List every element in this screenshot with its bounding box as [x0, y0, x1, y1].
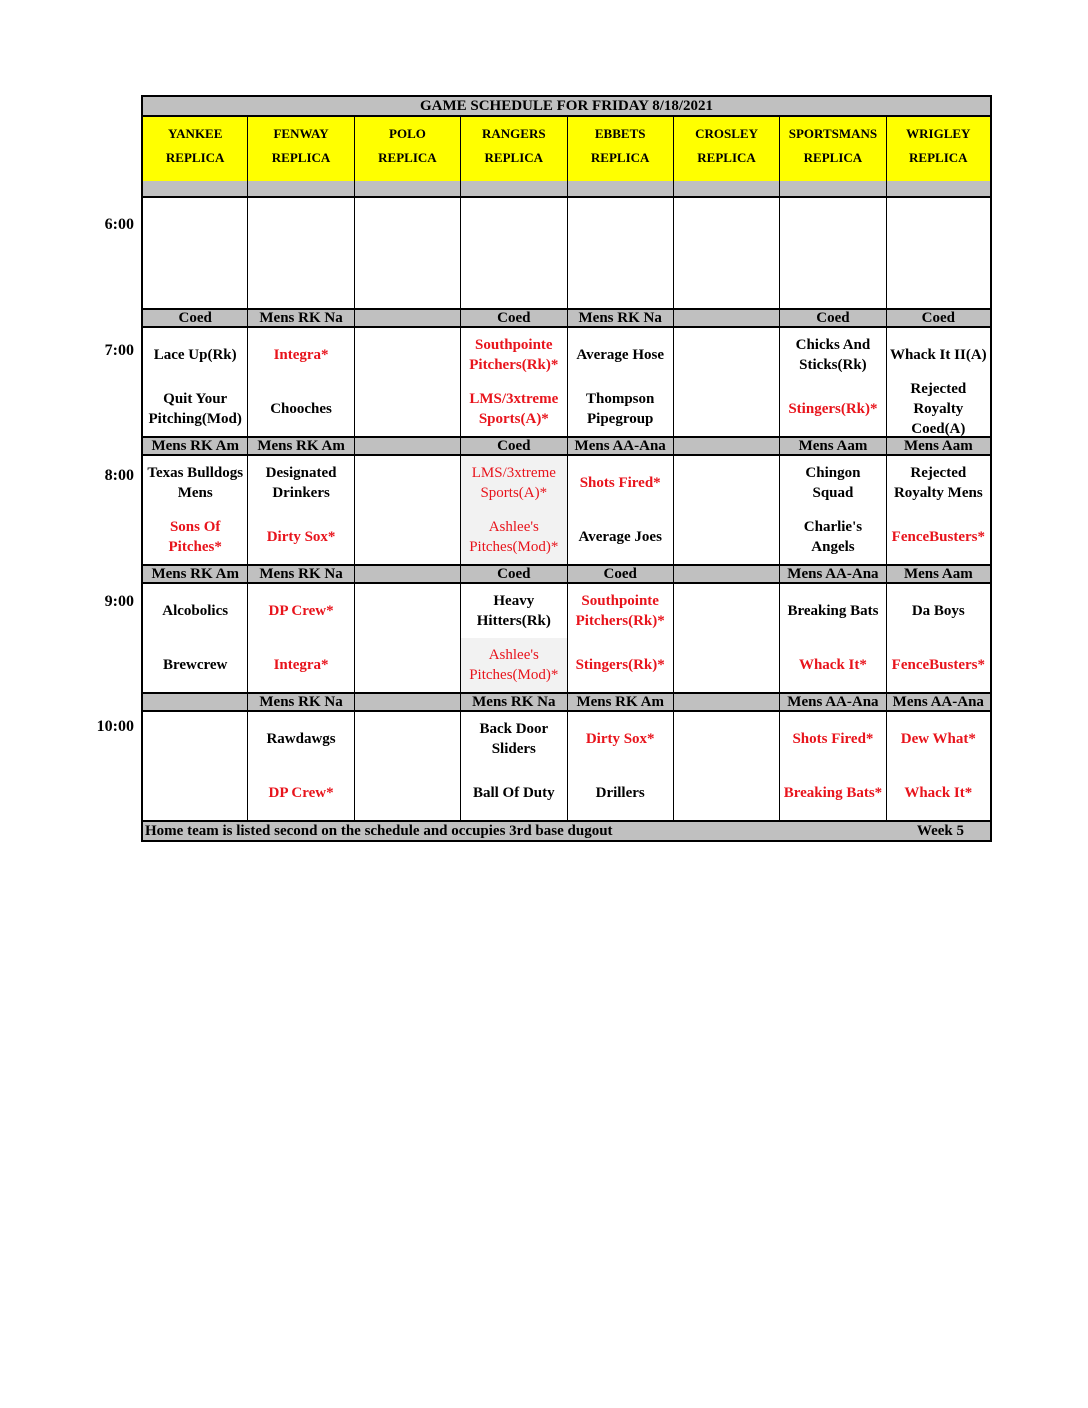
time-slot-empty: [568, 198, 673, 310]
field-subtitle: REPLICA: [803, 150, 863, 165]
game-cell: [568, 584, 673, 694]
away-team: Shots Fired*: [579, 475, 661, 491]
division-label: Mens AA-Ana: [887, 694, 990, 712]
away-team: Back Door Sliders: [479, 721, 549, 757]
away-team: [674, 712, 779, 766]
division-label: Mens Aam: [780, 438, 885, 456]
game-cell: [674, 712, 779, 820]
game-cell: [248, 328, 353, 438]
away-team: Breaking Bats: [787, 603, 879, 619]
field-column-wrigley: [886, 117, 992, 820]
away-team: [355, 712, 460, 766]
away-team: [674, 456, 779, 510]
away-team: [674, 584, 779, 638]
game-cell: [780, 328, 885, 438]
home-team: Rejected Royalty Coed(A): [910, 382, 967, 436]
away-team: Texas Bulldogs Mens: [147, 465, 244, 501]
game-cell: [887, 712, 990, 820]
time-slot-empty: [780, 198, 885, 310]
field-name: EBBETS: [594, 126, 646, 141]
game-cell: [780, 584, 885, 694]
footer-note: Home team is listed second on the schedule and occupies 3rd base dugout: [145, 823, 613, 839]
division-label: [674, 694, 779, 712]
away-team: [674, 328, 779, 382]
away-team: Heavy Hitters(Rk): [476, 593, 551, 629]
field-subtitle: REPLICA: [484, 150, 544, 165]
field-column-sportsmans: [779, 117, 885, 820]
field-column-rangers: [460, 117, 566, 820]
field-header: [248, 117, 353, 181]
division-label: Coed: [461, 566, 566, 584]
away-team: Average Hose: [576, 347, 664, 363]
time-slot-empty: [248, 198, 353, 310]
field-subtitle: REPLICA: [909, 150, 968, 165]
home-team: Thompson Pipegroup: [586, 391, 655, 427]
field-column-fenway: [247, 117, 353, 820]
time-label: 7:00: [104, 342, 134, 359]
game-cell: [887, 584, 990, 694]
field-name: YANKEE: [167, 126, 223, 141]
home-team: [674, 510, 779, 564]
division-label: [674, 566, 779, 584]
game-cell: [355, 712, 460, 820]
division-label: Coed: [143, 310, 247, 328]
away-team: Alcobolics: [162, 603, 229, 619]
division-label: Coed: [461, 310, 566, 328]
header-divider: [355, 181, 460, 198]
header-divider: [143, 181, 247, 198]
game-cell: [355, 328, 460, 438]
division-label: Mens RK Am: [143, 438, 247, 456]
home-team: Chooches: [270, 401, 332, 417]
division-label: Mens RK Na: [568, 310, 673, 328]
game-cell: [674, 584, 779, 694]
field-subtitle: REPLICA: [378, 150, 437, 165]
header-divider: [674, 181, 779, 198]
division-label: Mens AA-Ana: [568, 438, 673, 456]
header-divider: [887, 181, 990, 198]
home-team: Ashlee's Pitches(Mod)*: [461, 638, 566, 692]
home-team: Quit Your Pitching(Mod): [148, 391, 242, 427]
header-divider: [780, 181, 885, 198]
game-cell: [461, 712, 566, 820]
away-team: DP Crew*: [268, 603, 334, 619]
division-label: [355, 310, 460, 328]
home-team: [674, 382, 779, 436]
division-label: Coed: [461, 438, 566, 456]
division-label: Mens RK Am: [568, 694, 673, 712]
field-header: [780, 117, 885, 181]
division-label: Mens AA-Ana: [780, 566, 885, 584]
game-cell: [461, 328, 566, 438]
time-label: 8:00: [104, 467, 134, 484]
home-team: [355, 382, 460, 436]
division-label: Mens RK Na: [461, 694, 566, 712]
game-cell: [143, 712, 247, 820]
home-team: Whack It*: [798, 657, 867, 673]
game-cell: [674, 456, 779, 566]
away-team: [355, 584, 460, 638]
away-team: [355, 328, 460, 382]
division-label: Coed: [887, 310, 990, 328]
field-name: FENWAY: [273, 126, 329, 141]
game-cell: [461, 456, 566, 566]
field-subtitle: REPLICA: [165, 150, 225, 165]
division-label: Mens Aam: [887, 438, 990, 456]
away-team: [143, 712, 247, 766]
home-team: Dirty Sox*: [266, 529, 336, 545]
field-column-crosley: [673, 117, 779, 820]
home-team: Whack It*: [904, 785, 973, 801]
away-team: Rejected Royalty Mens: [893, 465, 983, 501]
division-label: Mens AA-Ana: [780, 694, 885, 712]
away-team: Chingon Squad: [805, 465, 861, 501]
footer: [141, 820, 992, 842]
division-label: Mens Aam: [887, 566, 990, 584]
game-cell: [248, 456, 353, 566]
home-team: LMS/3xtreme Sports(A)*: [469, 391, 559, 427]
division-label: [674, 438, 779, 456]
away-team: Shots Fired*: [792, 731, 874, 747]
away-team: Dew What*: [900, 731, 976, 747]
header-divider: [248, 181, 353, 198]
field-columns: [141, 117, 992, 820]
division-label: Mens RK Am: [248, 438, 353, 456]
home-team: Integra*: [273, 657, 329, 673]
header-divider: [568, 181, 673, 198]
home-team: [143, 766, 247, 820]
field-header: [461, 117, 566, 181]
page-title: GAME SCHEDULE FOR FRIDAY 8/18/2021: [141, 95, 992, 117]
division-label: [143, 694, 247, 712]
field-name: WRIGLEY: [906, 126, 971, 141]
game-cell: [143, 328, 247, 438]
away-team: Da Boys: [911, 603, 965, 619]
game-cell: [461, 584, 566, 694]
division-label: Mens RK Na: [248, 310, 353, 328]
away-team: Dirty Sox*: [585, 731, 655, 747]
game-cell: [143, 584, 247, 694]
division-label: Coed: [780, 310, 885, 328]
game-cell: [568, 456, 673, 566]
game-cell: [674, 328, 779, 438]
division-label: [355, 438, 460, 456]
time-label: 10:00: [96, 718, 134, 735]
home-team: Drillers: [595, 785, 645, 801]
field-name: CROSLEY: [695, 126, 758, 141]
field-name: POLO: [389, 126, 426, 141]
division-label: Coed: [568, 566, 673, 584]
division-label: Mens RK Na: [248, 566, 353, 584]
home-team: [355, 510, 460, 564]
game-cell: [887, 328, 990, 438]
away-team: Designated Drinkers: [265, 465, 337, 501]
away-team: LMS/3xtreme Sports(A)*: [461, 456, 566, 510]
home-team: Stingers(Rk)*: [575, 657, 665, 673]
home-team: [355, 638, 460, 692]
field-header: [887, 117, 990, 181]
time-label: 6:00: [104, 216, 134, 233]
game-cell: [887, 456, 990, 566]
field-column-polo: [354, 117, 460, 820]
home-team: Average Joes: [578, 529, 662, 545]
field-subtitle: REPLICA: [590, 150, 650, 165]
game-cell: [780, 712, 885, 820]
away-team: Chicks And Sticks(Rk): [795, 337, 871, 373]
time-slot-empty: [887, 198, 990, 310]
schedule-table: [141, 95, 992, 842]
week-label: Week 5: [916, 823, 964, 839]
field-column-yankee: [141, 117, 247, 820]
game-cell: [568, 328, 673, 438]
field-header: [355, 117, 460, 181]
field-name: RANGERS: [482, 126, 546, 141]
field-header: [143, 117, 247, 181]
home-team: FenceBusters*: [891, 657, 985, 673]
field-header: [674, 117, 779, 181]
header-divider: [461, 181, 566, 198]
home-team: Sons Of Pitches*: [168, 519, 222, 555]
home-team: [355, 766, 460, 820]
time-slot-empty: [461, 198, 566, 310]
home-team: Brewcrew: [162, 657, 228, 673]
time-slot-empty: [355, 198, 460, 310]
home-team: [674, 766, 779, 820]
home-team: Ashlee's Pitches(Mod)*: [461, 510, 566, 564]
game-cell: [248, 584, 353, 694]
away-team: Rawdawgs: [266, 731, 336, 747]
away-team: Integra*: [273, 347, 329, 363]
division-label: [355, 694, 460, 712]
home-team: DP Crew*: [268, 785, 334, 801]
home-team: Breaking Bats*: [783, 785, 883, 801]
game-cell: [248, 712, 353, 820]
home-team: Charlie's Angels: [803, 519, 863, 555]
home-team: [674, 638, 779, 692]
field-subtitle: REPLICA: [271, 150, 331, 165]
field-subtitle: REPLICA: [697, 150, 756, 165]
away-team: [355, 456, 460, 510]
game-cell: [355, 456, 460, 566]
time-label: 9:00: [104, 593, 134, 610]
away-team: Whack It II(A): [889, 347, 987, 363]
away-team: Southpointe Pitchers(Rk)*: [575, 593, 665, 629]
away-team: Southpointe Pitchers(Rk)*: [469, 337, 559, 373]
home-team: FenceBusters*: [891, 529, 985, 545]
field-header: [568, 117, 673, 181]
game-cell: [143, 456, 247, 566]
division-label: [355, 566, 460, 584]
field-name: SPORTSMANS: [788, 126, 878, 141]
division-label: [674, 310, 779, 328]
division-label: Mens RK Na: [248, 694, 353, 712]
home-team: Stingers(Rk)*: [788, 401, 878, 417]
game-cell: [568, 712, 673, 820]
game-cell: [780, 456, 885, 566]
game-cell: [355, 584, 460, 694]
time-slot-empty: [143, 198, 247, 310]
away-team: Lace Up(Rk): [153, 347, 237, 363]
time-slot-empty: [674, 198, 779, 310]
field-column-ebbets: [567, 117, 673, 820]
home-team: Ball Of Duty: [472, 785, 555, 801]
division-label: Mens RK Am: [143, 566, 247, 584]
